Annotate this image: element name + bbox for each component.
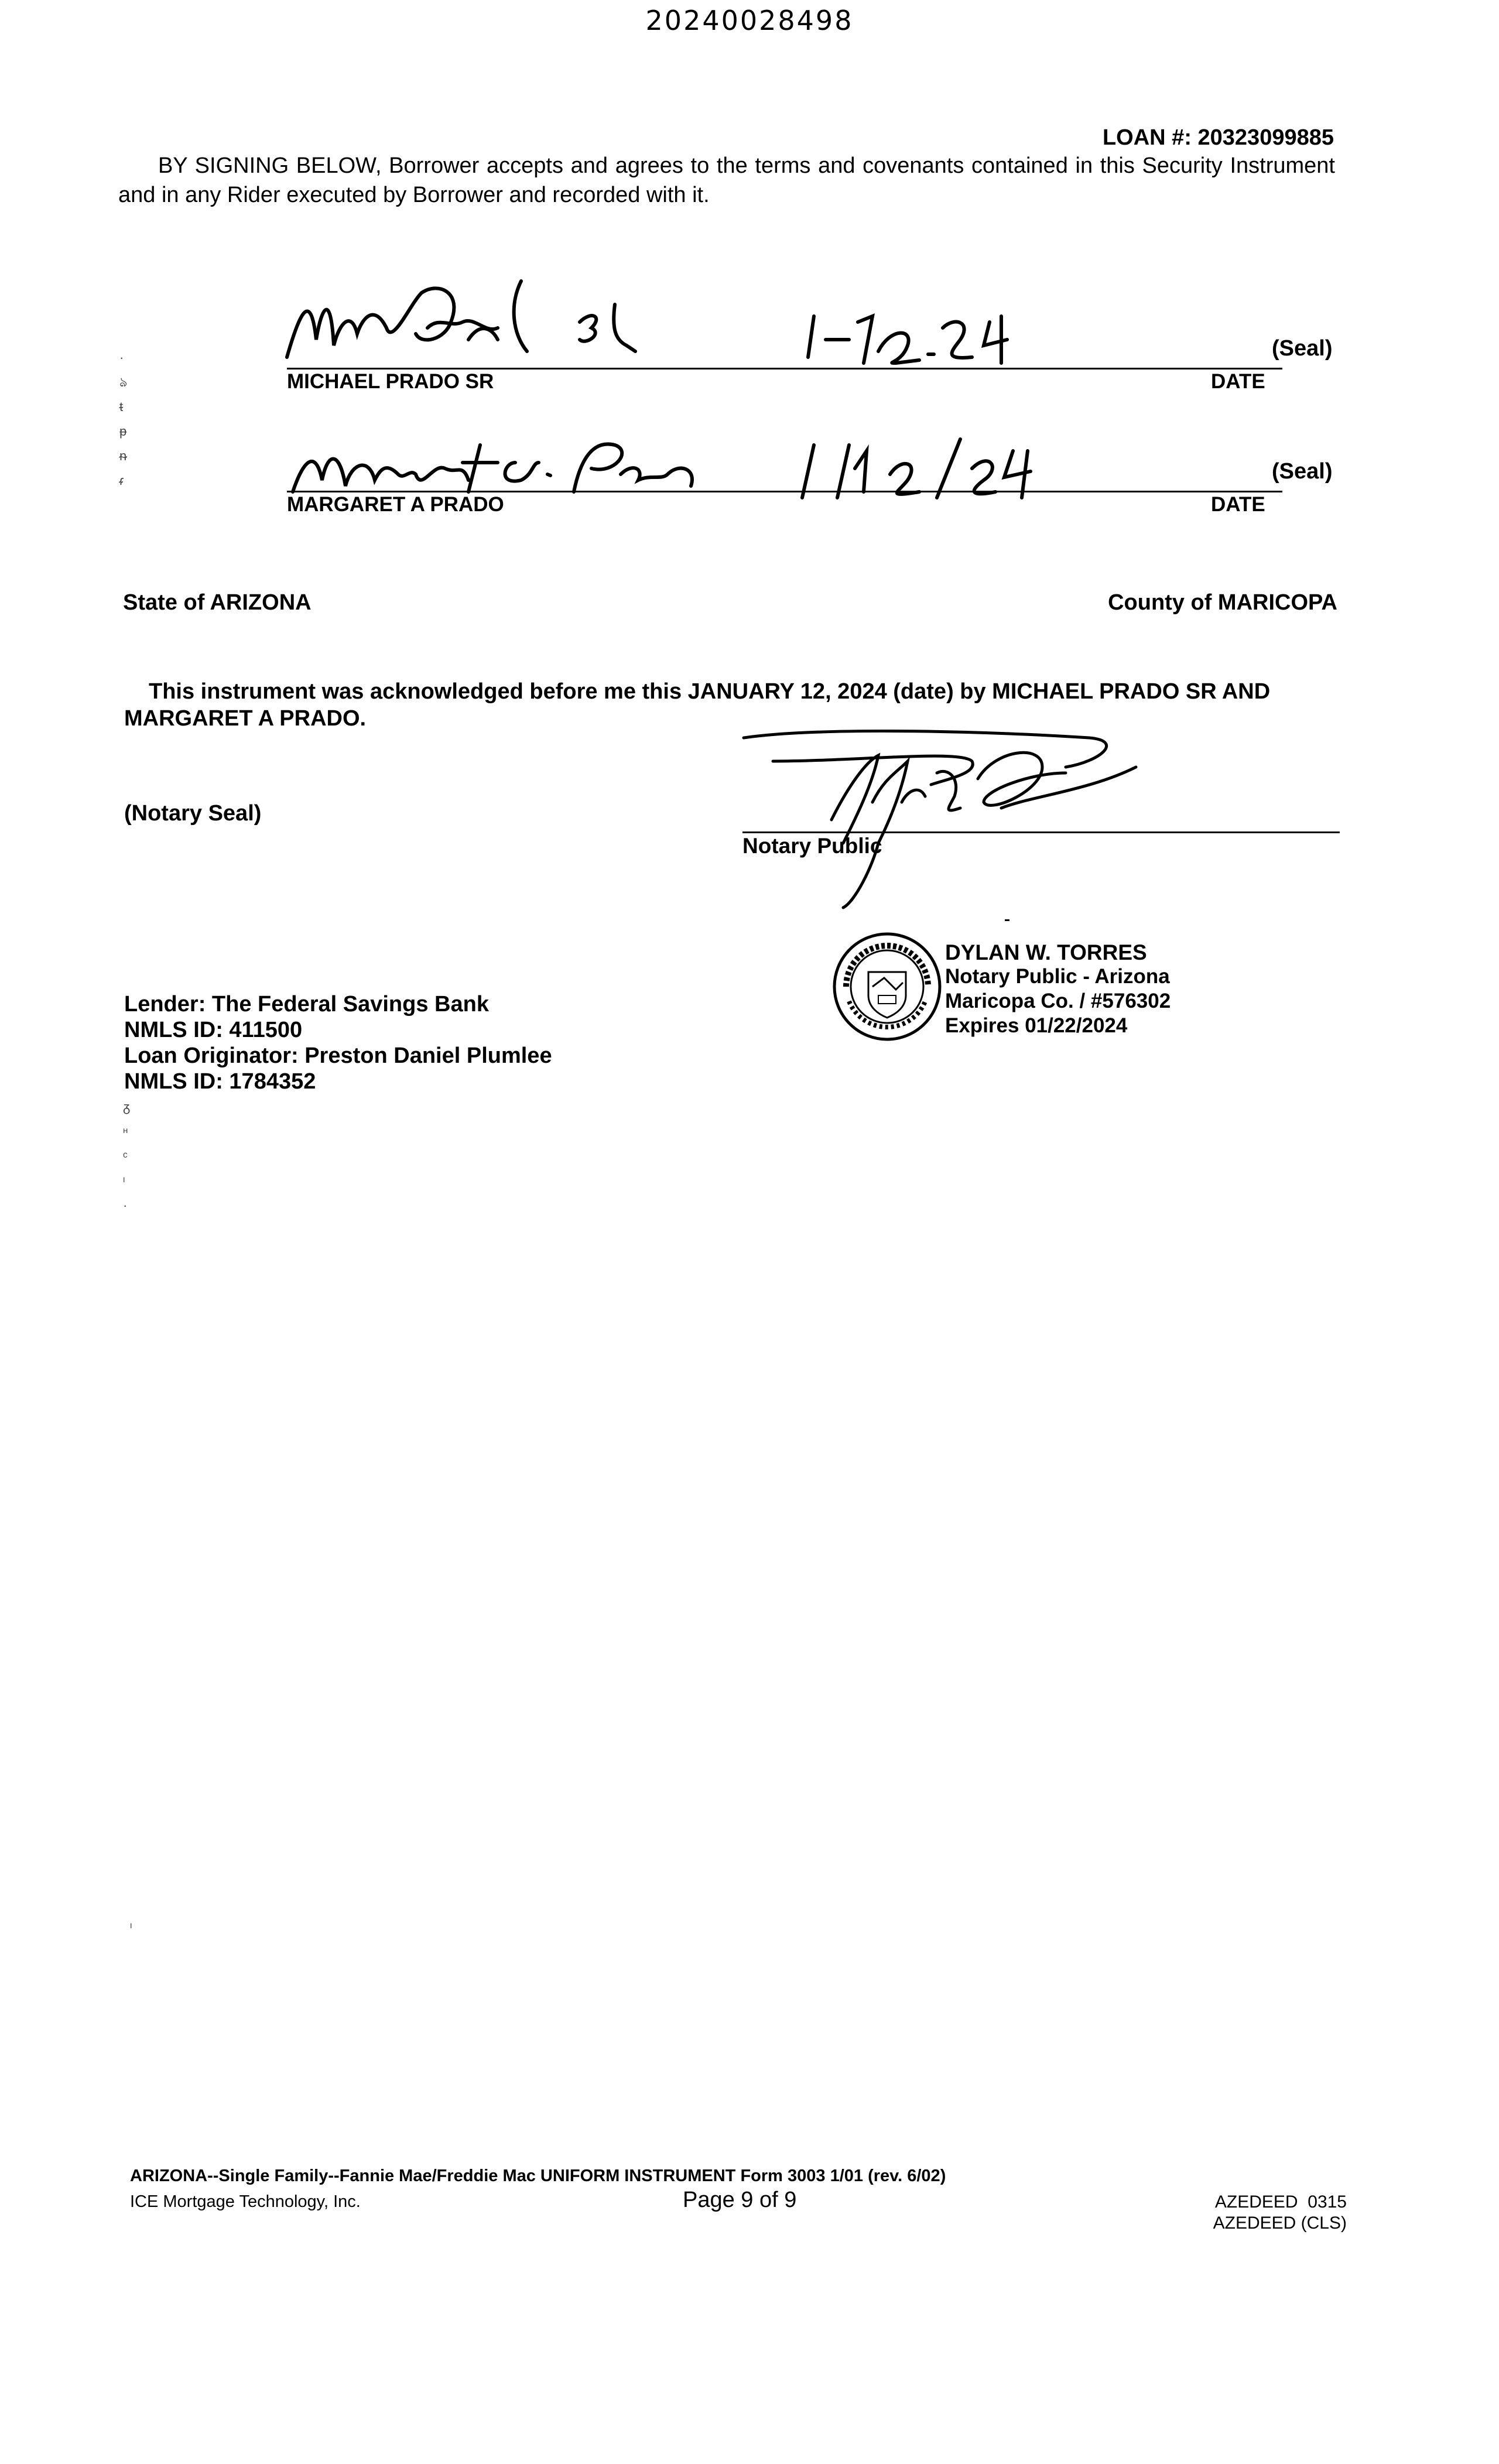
county-label: County of MARICOPA (1108, 590, 1337, 615)
notary-signature-line (742, 831, 1340, 833)
acknowledgment-paragraph (124, 678, 1336, 732)
originator-nmls: NMLS ID: 1784352 (124, 1069, 316, 1094)
borrower-1-signature-line (287, 368, 1282, 369)
footer-page-number: Page 9 of 9 (683, 2188, 797, 2212)
footer-vendor: ICE Mortgage Technology, Inc. (130, 2192, 361, 2211)
notary-signature (738, 726, 1148, 913)
stamp-tick (1005, 919, 1009, 921)
scan-artifact-bottom: ᶦ (130, 1919, 132, 1934)
footer-form-line: ARIZONA--Single Family--Fannie Mae/Freddie Mac UNIFORM INSTRUMENT Form 3003 1/01 (rev. 6/02) (130, 2167, 946, 2185)
notary-stamp-expires: Expires 01/22/2024 (945, 1014, 1128, 1037)
intro-text: BY SIGNING BELOW, Borrower accepts and agrees to the terms and covenants contained in this Security Instrument and in any Rider executed by Borrower and recorded with it. (118, 153, 1335, 207)
borrower-1-seal-label: (Seal) (1272, 336, 1333, 361)
borrower-2-seal-label: (Seal) (1272, 459, 1333, 484)
borrower-2-signature-line (287, 491, 1282, 492)
borrower-1-name: MICHAEL PRADO SR (287, 370, 494, 393)
margaret-prado-handwritten-date (796, 433, 1066, 504)
arizona-notary-seal (831, 931, 943, 1042)
footer-code-2: AZEDEED (CLS) (1213, 2213, 1347, 2233)
notary-stamp-commission: Maricopa Co. / #576302 (945, 990, 1171, 1012)
state-label: State of ARIZONA (123, 590, 312, 615)
borrower-2-date-label: DATE (1211, 493, 1265, 516)
footer-code-1: AZEDEED 0315 (1214, 2192, 1347, 2212)
lender-line: Lender: The Federal Savings Bank (124, 992, 489, 1017)
notary-public-label: Notary Public (742, 834, 882, 858)
document-number: 20240028498 (645, 5, 854, 36)
borrower-1-date-label: DATE (1211, 370, 1265, 393)
intro-paragraph (118, 151, 1335, 210)
scan-artifacts: · ঌ ᵵ ᵽ ᵰ ᵳ (119, 350, 128, 488)
loan-number: LOAN #: 20323099885 (1102, 125, 1334, 150)
scan-artifacts-lower: ᵹ ᵸ ᶜ ᶦ · (123, 1100, 131, 1213)
lender-nmls: NMLS ID: 411500 (124, 1018, 303, 1042)
notary-seal-label: (Notary Seal) (124, 801, 262, 826)
notary-stamp-title: Notary Public - Arizona (945, 965, 1170, 988)
acknowledgment-text: This instrument was acknowledged before me this JANUARY 12, 2024 (date) by MICHAEL PRADO SR AND MARGARET A PRADO. (124, 679, 1271, 731)
notary-stamp-name: DYLAN W. TORRES (945, 940, 1147, 964)
borrower-2-name: MARGARET A PRADO (287, 493, 504, 516)
loan-originator-line: Loan Originator: Preston Daniel Plumlee (124, 1043, 552, 1068)
michael-prado-signature (275, 269, 720, 363)
michael-prado-handwritten-date (802, 304, 1048, 375)
